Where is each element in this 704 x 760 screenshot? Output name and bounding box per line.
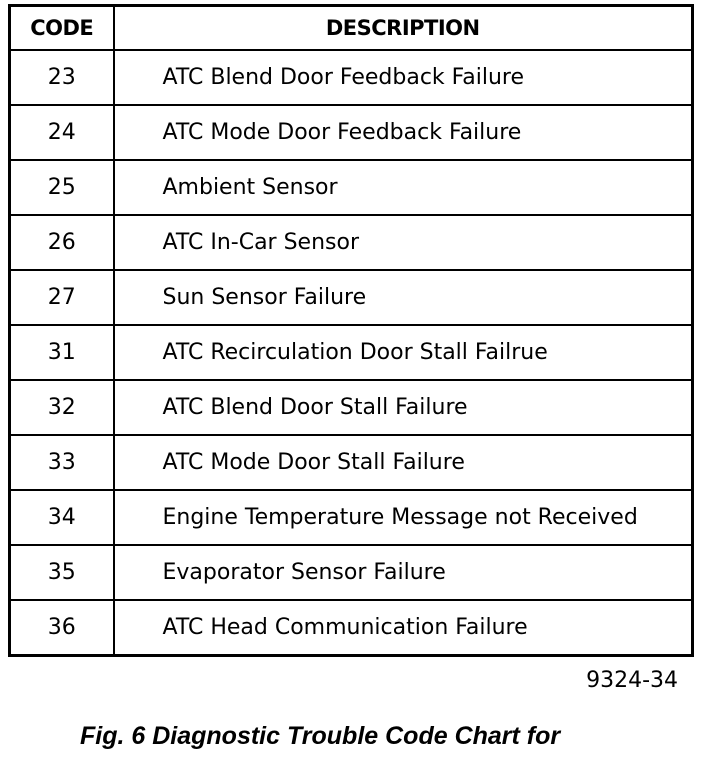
table-row	[10, 435, 693, 490]
code-cell: 32	[10, 380, 114, 435]
code-cell: 27	[10, 270, 114, 325]
description-cell: ATC Blend Door Feedback Failure	[114, 50, 693, 105]
description-cell: Evaporator Sensor Failure	[114, 545, 693, 600]
code-cell: 26	[10, 215, 114, 270]
description-cell: Sun Sensor Failure	[114, 270, 693, 325]
table-header-row	[10, 6, 693, 51]
description-column-header: DESCRIPTION	[114, 6, 693, 51]
description-cell: ATC Mode Door Feedback Failure	[114, 105, 693, 160]
table-row	[10, 50, 693, 105]
table-row	[10, 105, 693, 160]
description-cell: ATC Recirculation Door Stall Failrue	[114, 325, 693, 380]
description-cell: ATC Mode Door Stall Failure	[114, 435, 693, 490]
code-column-header: CODE	[10, 6, 114, 51]
table-row	[10, 215, 693, 270]
code-cell: 36	[10, 600, 114, 656]
figure-id: 9324-34	[586, 668, 678, 693]
table-row	[10, 490, 693, 545]
description-cell: Ambient Sensor	[114, 160, 693, 215]
code-cell: 33	[10, 435, 114, 490]
code-cell: 31	[10, 325, 114, 380]
code-cell: 25	[10, 160, 114, 215]
description-cell: ATC In-Car Sensor	[114, 215, 693, 270]
figure-caption: Fig. 6 Diagnostic Trouble Code Chart for	[80, 722, 561, 750]
table-row	[10, 160, 693, 215]
trouble-code-table	[8, 4, 694, 657]
description-cell: ATC Blend Door Stall Failure	[114, 380, 693, 435]
table-row	[10, 325, 693, 380]
table-row	[10, 600, 693, 656]
code-cell: 35	[10, 545, 114, 600]
description-cell: Engine Temperature Message not Received	[114, 490, 693, 545]
table-row	[10, 380, 693, 435]
table-row	[10, 270, 693, 325]
code-cell: 24	[10, 105, 114, 160]
code-cell: 23	[10, 50, 114, 105]
table-row	[10, 545, 693, 600]
description-cell: ATC Head Communication Failure	[114, 600, 693, 656]
code-cell: 34	[10, 490, 114, 545]
